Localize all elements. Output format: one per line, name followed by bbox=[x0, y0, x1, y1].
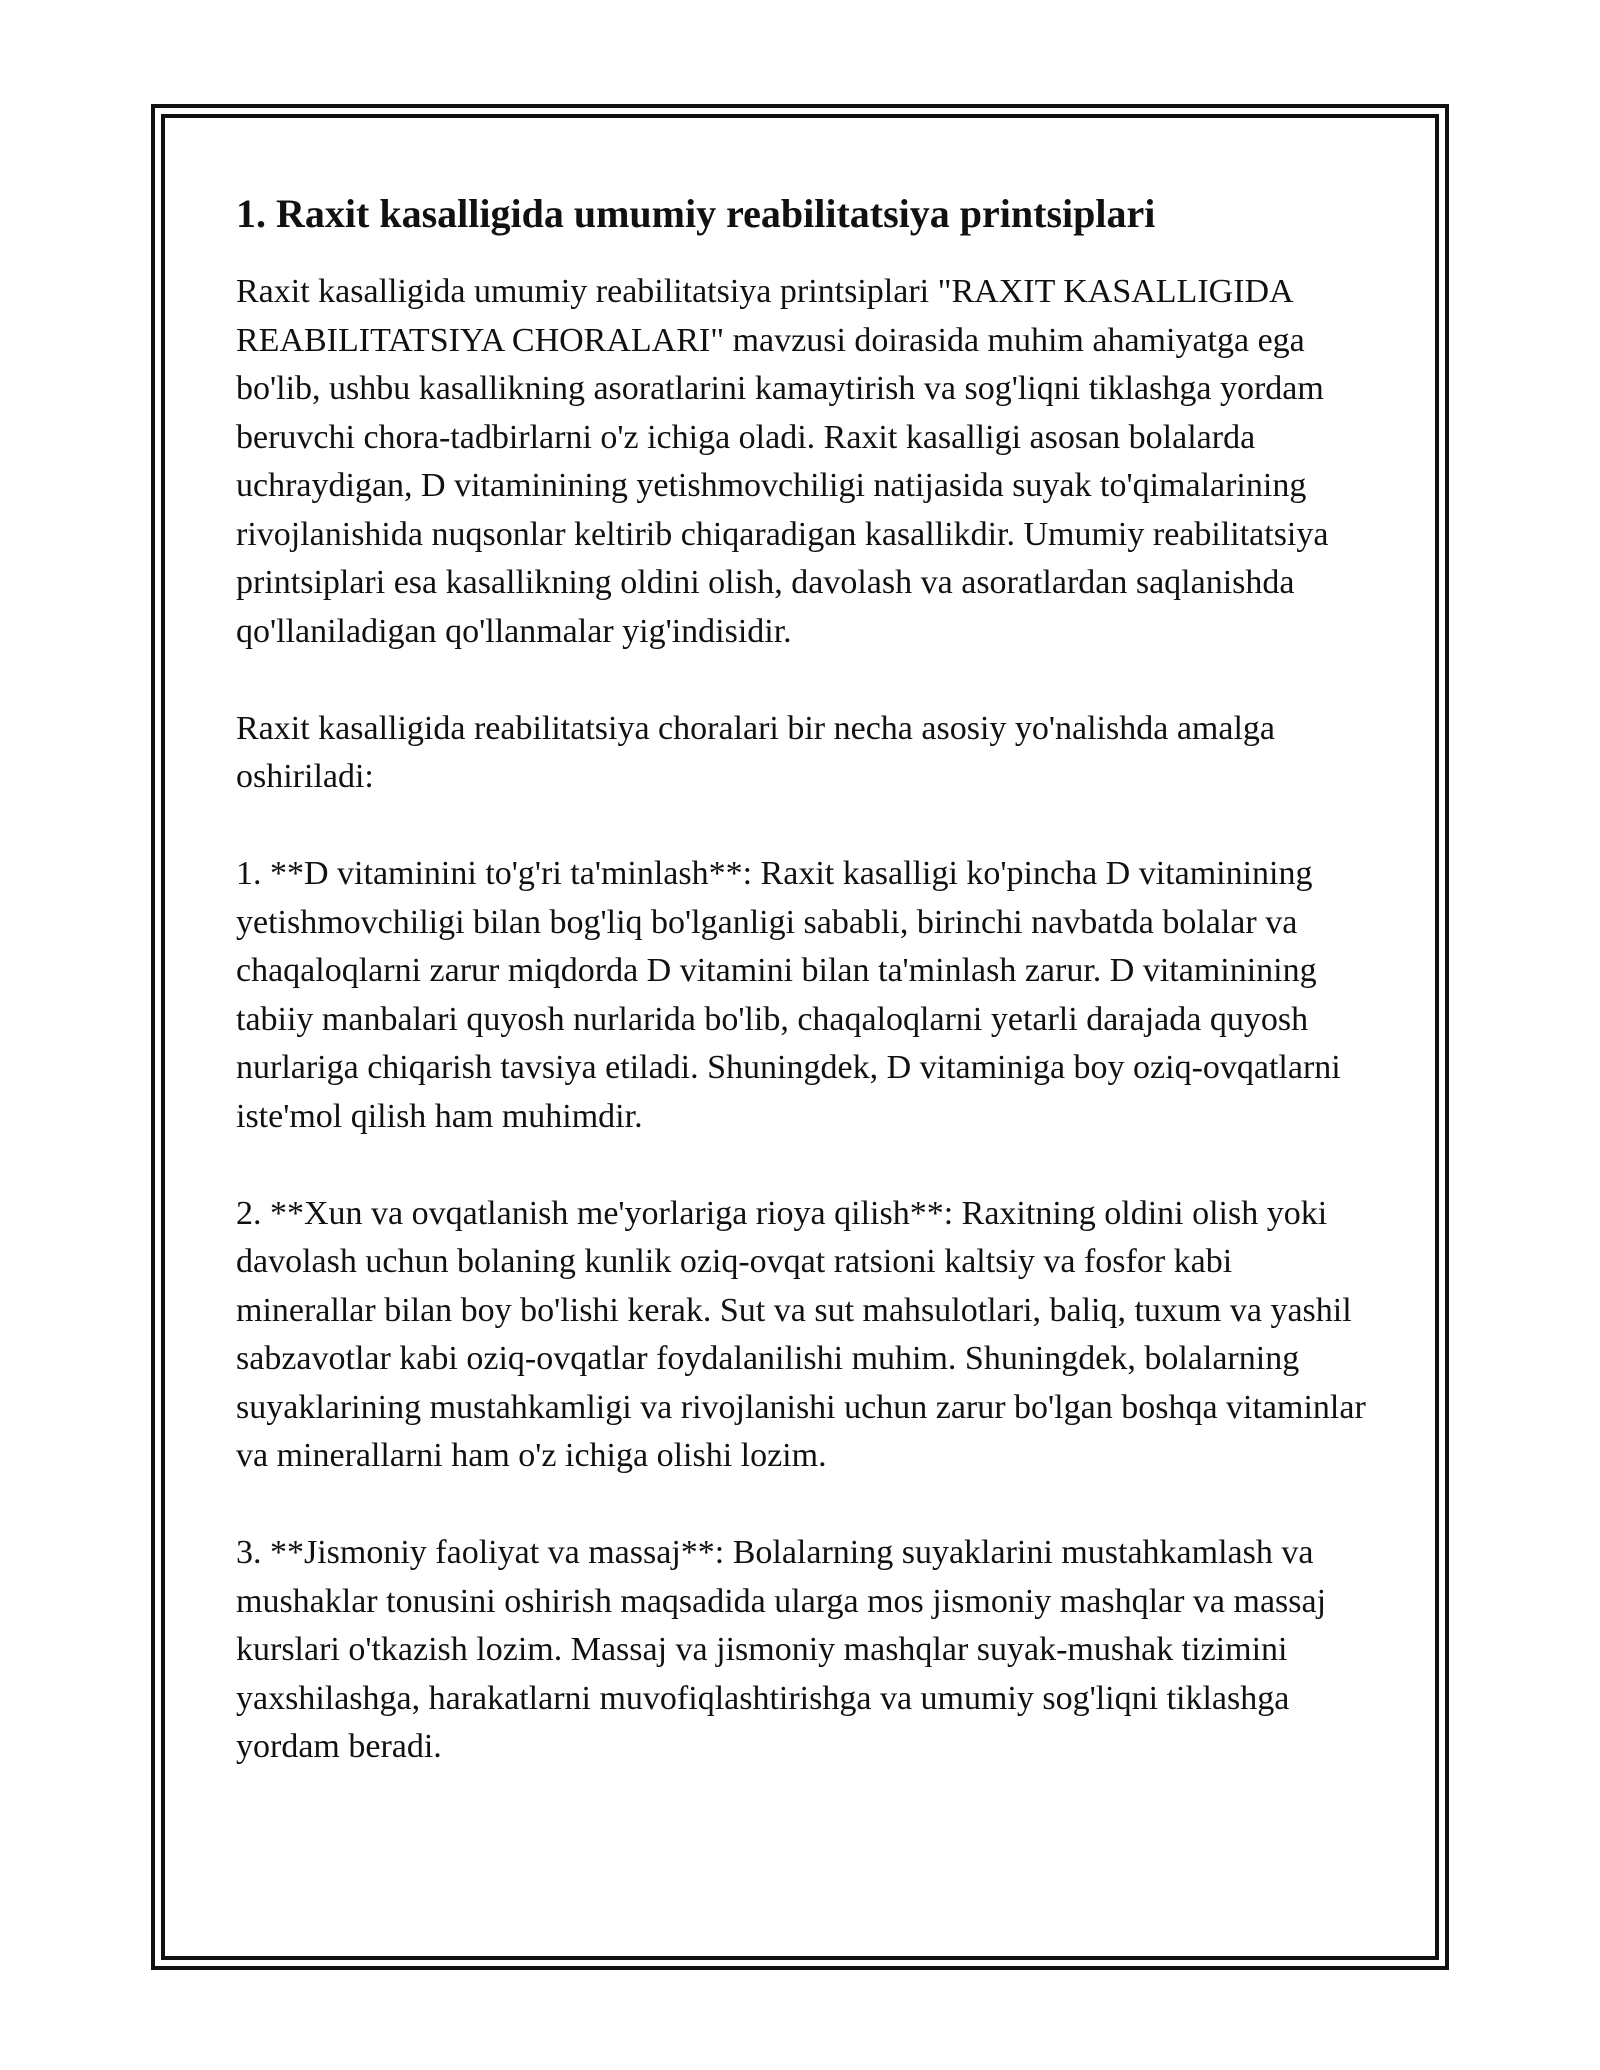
paragraph-item-1: 1. **D vitaminini to'g'ri ta'minlash**: Raxit kasalligi ko'pincha D vitaminining yetishmovchiligi bilan bog'liq bo'lganligi sababli, birinchi navbatda bolalar va chaqaloqlarni zarur miqdorda D vitamini bilan ta'minlash zarur. D vitaminining tabiiy manbalari quyosh nurlarida bo'lib, chaqaloqlarni yetarli darajada quyosh nurlariga chiqarish tavsiya etiladi. Shuningdek, D vitaminiga boy oziq-ovqatlarni iste'mol qilish ham muhimdir. bbox=[236, 855, 1341, 1135]
paragraph-intro: Raxit kasalligida umumiy reabilitatsiya printsiplari "RAXIT KASALLIGIDA REABILITATSIYA CHORALARI" mavzusi doirasida muhim ahamiyatga ega bo'lib, ushbu kasallikning asoratlarini kamaytirish va sog'liqni tiklashga yordam beruvchi chora-tadbirlarni o'z ichiga oladi. Raxit kasalligi asosan bolalarda uchraydigan, D vitaminining yetishmovchiligi natijasida suyak to'qimalarining rivojlanishida nuqsonlar keltirib chiqaradigan kasallikdir. Umumiy reabilitatsiya printsiplari esa kasallikning oldini olish, davolash va asoratlardan saqlanishda qo'llaniladigan qo'llanmalar yig'indisidir. bbox=[236, 273, 1329, 650]
section-heading: 1. Raxit kasalligida umumiy reabilitatsiya printsiplari bbox=[236, 191, 1156, 236]
paragraph-item-2: 2. **Xun va ovqatlanish me'yorlariga rioya qilish**: Raxitning oldini olish yoki davolash uchun bolaning kunlik oziq-ovqat ratsioni kaltsiy va fosfor kabi minerallar bilan boy bo'lishi kerak. Sut va sut mahsulotlari, baliq, tuxum va yashil sabzavotlar kabi oziq-ovqatlar foydalanilishi muhim. Shuningdek, bolalarning suyaklarining mustahkamligi va rivojlanishi uchun zarur bo'lgan boshqa vitaminlar va minerallarni ham o'z ichiga olishi lozim. bbox=[236, 1194, 1366, 1474]
paragraph-directions: Raxit kasalligida reabilitatsiya choralari bir necha asosiy yo'nalishda amalga oshiriladi: bbox=[236, 709, 1275, 795]
paragraph-item-3: 3. **Jismoniy faoliyat va massaj**: Bolalarning suyaklarini mustahkamlash va mushaklar tonusini oshirish maqsadida ularga mos jismoniy mashqlar va massaj kurslari o'tkazish lozim. Massaj va jismoniy mashqlar suyak-mushak tizimini yaxshilashga, harakatlarni muvofiqlashtirishga va umumiy sog'liqni tiklashga yordam beradi. bbox=[236, 1534, 1327, 1765]
document-body bbox=[236, 186, 1366, 1820]
